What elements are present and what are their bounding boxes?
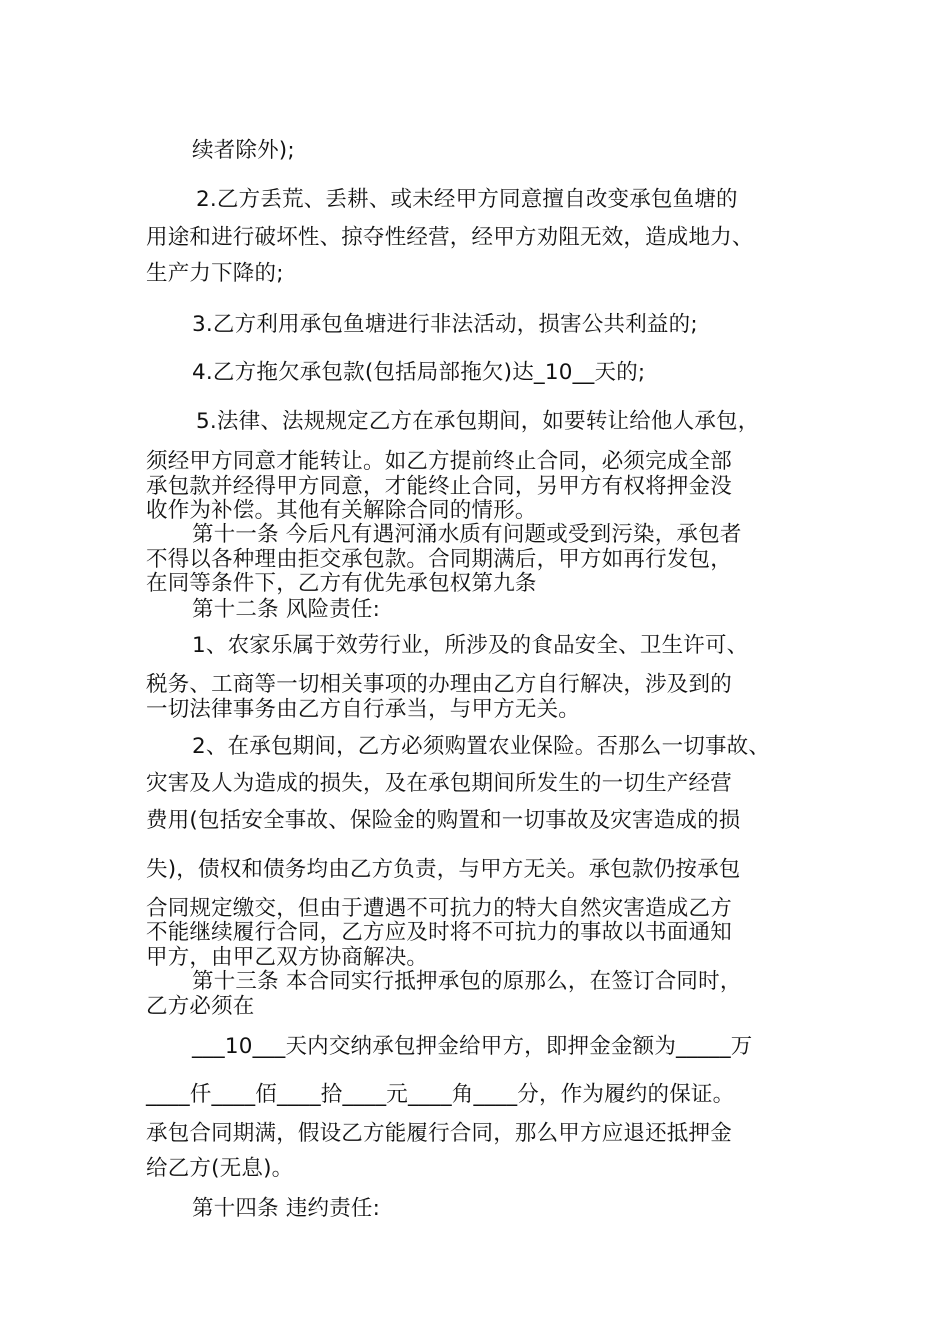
text-line: 生产力下降的; bbox=[146, 261, 284, 286]
text-line: 续者除外); bbox=[192, 138, 295, 163]
text-line: 承包合同期满，假设乙方能履行合同，那么甲方应退还抵押金 bbox=[146, 1121, 732, 1146]
text-line: 2、在承包期间，乙方必须购置农业保险。否那么一切事故、 bbox=[192, 734, 771, 759]
text-line: ___10___天内交纳承包押金给甲方，即押金金额为_____万 bbox=[192, 1034, 753, 1059]
text-line: 承包款并经得甲方同意，才能终止合同，另甲方有权将押金没 bbox=[146, 474, 732, 499]
text-line: 费用(包括安全事故、保险金的购置和一切事故及灾害造成的损 bbox=[146, 808, 741, 833]
text-line: 须经甲方同意才能转让。如乙方提前终止合同，必须完成全部 bbox=[146, 449, 732, 474]
text-line: ____仟____佰____拾____元____角____分，作为履约的保证。 bbox=[146, 1082, 735, 1107]
text-line: 税务、工商等一切相关事项的办理由乙方自行解决，涉及到的 bbox=[146, 672, 732, 697]
text-line: 失)，债权和债务均由乙方负责，与甲方无关。承包款仍按承包 bbox=[146, 857, 741, 882]
text-line: 5.法律、法规规定乙方在承包期间，如要转让给他人承包， bbox=[196, 409, 760, 434]
text-line: 用途和进行破坏性、掠夺性经营，经甲方劝阻无效，造成地力、 bbox=[146, 225, 754, 250]
text-line: 不能继续履行合同，乙方应及时将不可抗力的事故以书面通知 bbox=[146, 920, 732, 945]
text-line: 第十二条 风险责任: bbox=[192, 597, 381, 622]
text-line: 2.乙方丢荒、丢耕、或未经甲方同意擅自改变承包鱼塘的 bbox=[196, 187, 738, 212]
text-line: 第十三条 本合同实行抵押承包的原那么，在签订合同时， bbox=[192, 969, 742, 994]
text-line: 乙方必须在 bbox=[146, 994, 255, 1019]
text-line: 第十四条 违约责任: bbox=[192, 1196, 381, 1221]
text-line: 甲方，由甲乙双方协商解决。 bbox=[146, 945, 429, 970]
text-line: 收作为补偿。其他有关解除合同的情形。 bbox=[146, 498, 537, 523]
text-line: 合同规定缴交，但由于遭遇不可抗力的特大自然灾害造成乙方 bbox=[146, 896, 732, 921]
text-line: 不得以各种理由拒交承包款。合同期满后，甲方如再行发包， bbox=[146, 547, 732, 572]
text-line: 在同等条件下，乙方有优先承包权第九条 bbox=[146, 571, 537, 596]
text-line: 1、农家乐属于效劳行业，所涉及的食品安全、卫生许可、 bbox=[192, 633, 749, 658]
text-line: 第十一条 今后凡有遇河涌水质有问题或受到污染，承包者 bbox=[192, 522, 742, 547]
text-line: 灾害及人为造成的损失，及在承包期间所发生的一切生产经营 bbox=[146, 771, 732, 796]
text-line: 一切法律事务由乙方自行承当，与甲方无关。 bbox=[146, 697, 581, 722]
text-line: 3.乙方利用承包鱼塘进行非法活动，损害公共利益的; bbox=[192, 312, 698, 337]
text-line: 4.乙方拖欠承包款(包括局部拖欠)达_10__天的; bbox=[192, 360, 646, 385]
text-line: 给乙方(无息)。 bbox=[146, 1156, 294, 1181]
